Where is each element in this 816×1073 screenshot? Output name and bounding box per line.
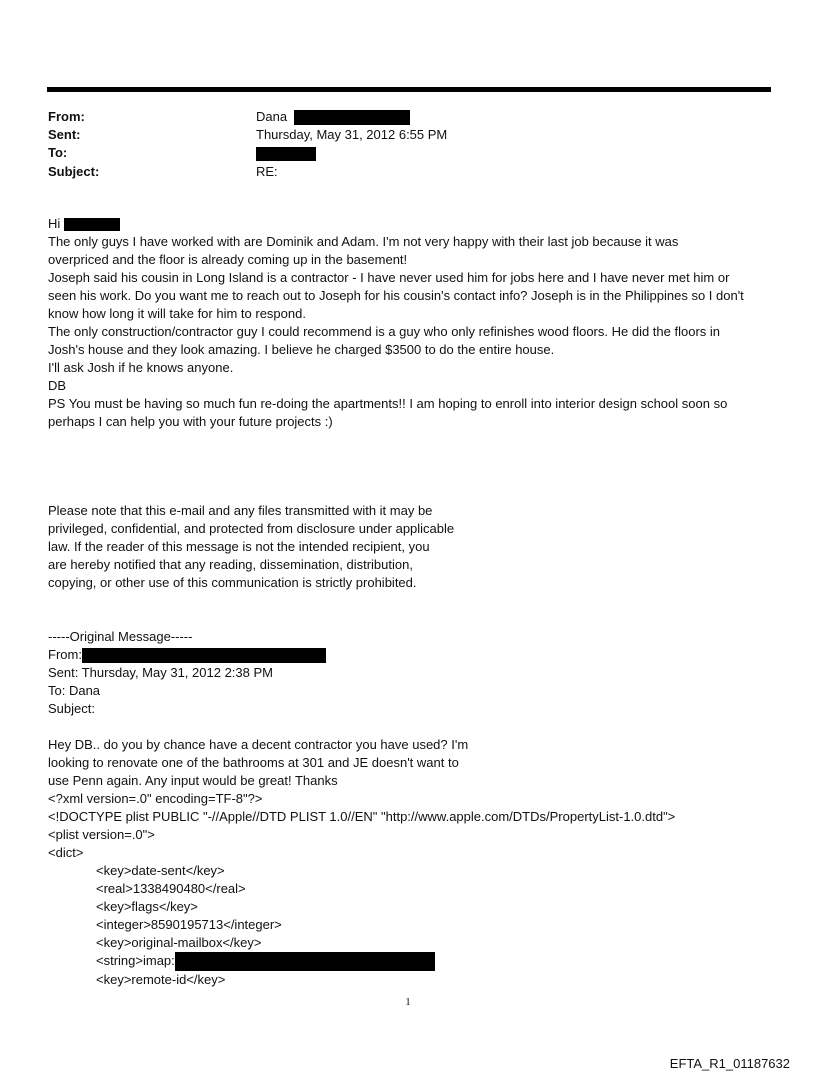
sent-value: Thursday, May 31, 2012 6:55 PM [256, 127, 448, 142]
original-body-line: looking to renovate one of the bathrooms at 301 and JE doesn't want to [48, 755, 459, 770]
reply-line: know how long it will take for him to respond. [48, 306, 306, 321]
blank-line [48, 718, 778, 736]
original-message [48, 628, 778, 989]
signature-initials: DB [48, 378, 67, 393]
redaction-block [175, 952, 435, 971]
original-body-line: Hey DB.. do you by chance have a decent contractor you have used? I'm [48, 737, 469, 752]
plist-entry: <key>flags</key> [96, 899, 198, 914]
reply-line: PS You must be having so much fun re-doing the apartments!! I am hoping to enroll into interior design school soon so [48, 396, 728, 411]
disclaimer-line: privileged, confidential, and protected from disclosure under applicable [48, 521, 455, 536]
reply-line: Joseph said his cousin in Long Island is a contractor - I have never used him for jobs here and I have never met him or [48, 270, 730, 285]
disclaimer [48, 502, 778, 592]
original-divider: -----Original Message----- [48, 629, 193, 644]
header-to-row [48, 144, 768, 162]
to-label: To: [48, 145, 68, 160]
from-name: Dana [256, 109, 288, 124]
reply-line: The only guys I have worked with are Dominik and Adam. I'm not very happy with their last job because it was [48, 234, 679, 249]
reply-line: seen his work. Do you want me to reach out to Joseph for his cousin's contact info? Joseph is in the Philippines so I don't [48, 288, 744, 303]
disclaimer-line: are hereby notified that any reading, dissemination, distribution, [48, 557, 413, 572]
from-label: From: [48, 109, 85, 124]
plist-imap-line [48, 952, 778, 971]
subject-label: Subject: [48, 164, 100, 179]
plist-entry: <key>remote-id</key> [96, 972, 226, 988]
page-number: 1 [405, 996, 411, 1008]
header-sent-row [48, 126, 768, 144]
original-from-line [48, 646, 778, 664]
to-value [256, 144, 316, 162]
plist-entry: <real>1338490480</real> [96, 881, 246, 896]
greeting-line [48, 215, 778, 233]
plist-open: <plist version=.0"> [48, 827, 155, 842]
disclaimer-line: Please note that this e-mail and any files transmitted with it may be [48, 503, 433, 518]
plist-imap-prefix: <string>imap: [96, 953, 175, 968]
plist-doctype: <!DOCTYPE plist PUBLIC "-//Apple//DTD PLIST 1.0//EN" "http://www.apple.com/DTDs/PropertyList-1.0.dtd"> [48, 809, 676, 824]
original-from-label: From: [48, 647, 82, 662]
header-subject-row [48, 163, 768, 181]
plist-dict-open: <dict> [48, 845, 84, 860]
header-from-row [48, 108, 768, 126]
original-body-line: use Penn again. Any input would be great! Thanks [48, 773, 338, 788]
header-rule [47, 87, 771, 92]
plist-entry: <key>original-mailbox</key> [96, 935, 262, 950]
document-id: EFTA_R1_01187632 [669, 1056, 790, 1071]
redaction-block [256, 147, 316, 161]
redaction-block [294, 110, 410, 125]
original-sent: Sent: Thursday, May 31, 2012 2:38 PM [48, 665, 273, 680]
reply-line: The only construction/contractor guy I could recommend is a guy who only refinishes wood floors. He did the floors in [48, 324, 721, 339]
from-value [256, 108, 410, 126]
disclaimer-line: law. If the reader of this message is not the intended recipient, you [48, 539, 430, 554]
plist-entry: <key>date-sent</key> [96, 863, 225, 878]
redaction-block [82, 648, 326, 663]
greeting: Hi [48, 216, 61, 231]
reply-body [48, 215, 778, 431]
original-to: To: Dana [48, 683, 101, 698]
plist-xml-declaration: <?xml version=.0" encoding=TF-8"?> [48, 791, 263, 806]
reply-line: perhaps I can help you with your future projects :) [48, 414, 333, 429]
reply-line: overpriced and the floor is already coming up in the basement! [48, 252, 408, 267]
redaction-block [64, 218, 120, 231]
reply-line: I'll ask Josh if he knows anyone. [48, 360, 234, 375]
disclaimer-line: copying, or other use of this communication is strictly prohibited. [48, 575, 417, 590]
subject-value: RE: [256, 164, 278, 179]
plist-entry: <integer>8590195713</integer> [96, 917, 282, 932]
original-subject: Subject: [48, 701, 95, 716]
reply-line: Josh's house and they look amazing. I believe he charged $3500 to do the entire house. [48, 342, 555, 357]
sent-label: Sent: [48, 127, 81, 142]
